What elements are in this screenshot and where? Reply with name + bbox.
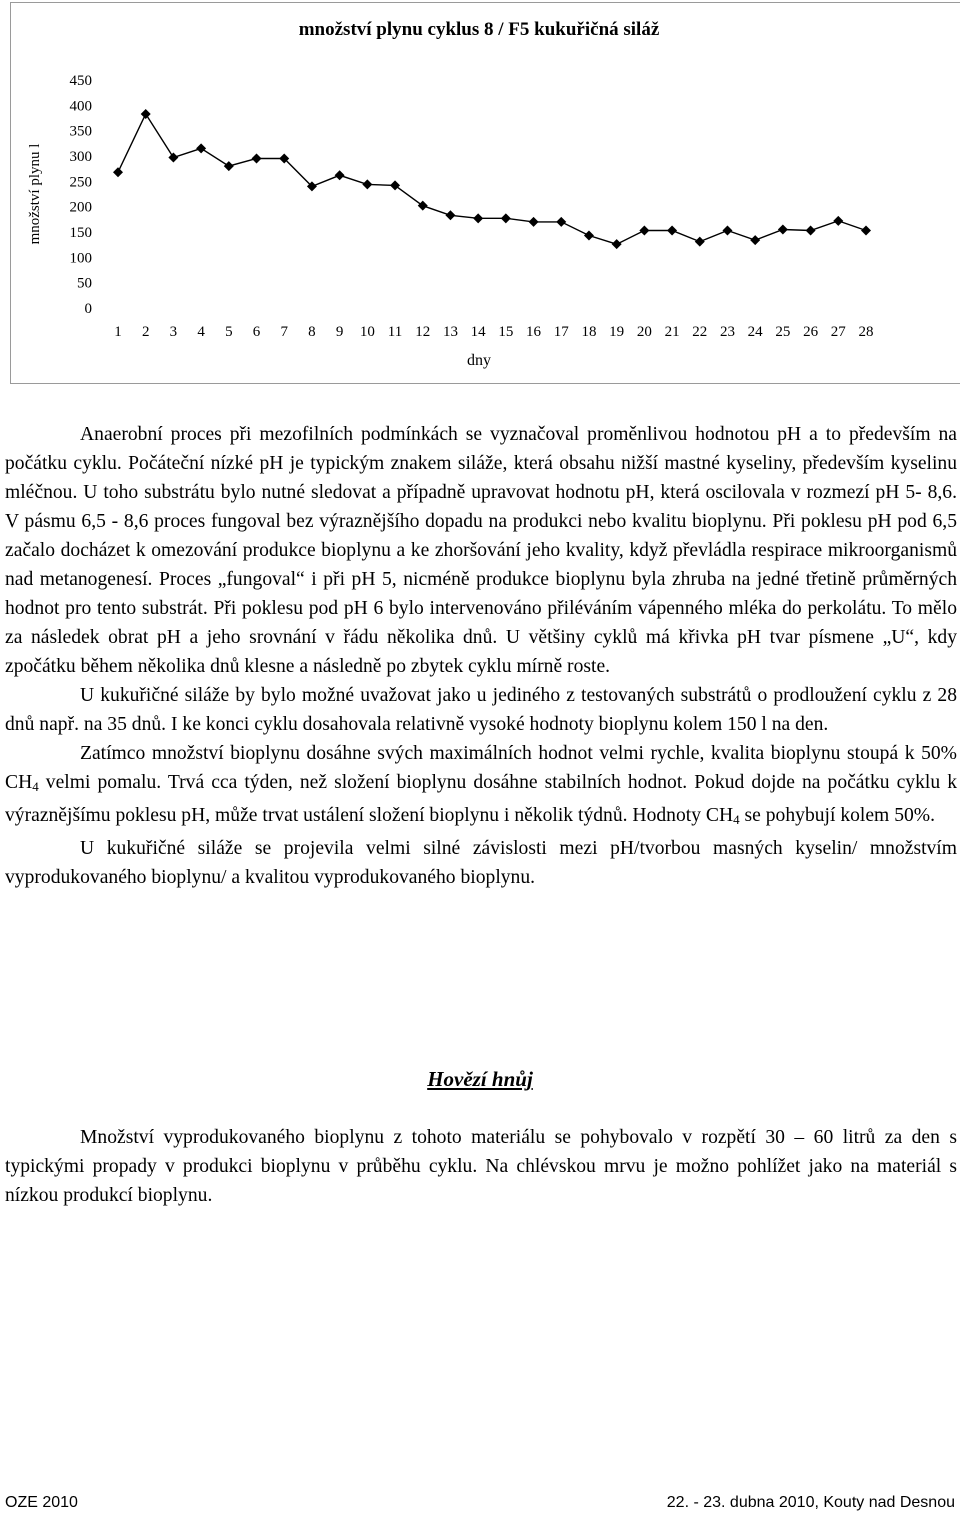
article-text-2 <box>5 1123 957 1210</box>
data-point <box>750 235 760 245</box>
data-point <box>722 225 732 235</box>
y-tick-labels <box>70 73 93 317</box>
y-tick-label: 0 <box>84 301 92 317</box>
chart-title: množství plynu cyklus 8 / F5 kukuřičná siláž <box>298 19 660 40</box>
data-point <box>390 180 400 190</box>
x-tick-label: 26 <box>803 324 819 340</box>
x-tick-label: 21 <box>664 324 680 340</box>
data-point <box>196 143 206 153</box>
x-tick-label: 22 <box>692 324 708 340</box>
x-tick-label: 28 <box>858 324 874 340</box>
data-point <box>667 225 677 235</box>
footer-conference: OZE 2010 <box>5 1494 78 1511</box>
y-tick-label: 450 <box>69 73 92 89</box>
paragraph-gas-quality <box>5 739 957 834</box>
data-point <box>362 179 372 189</box>
x-tick-label: 5 <box>225 324 233 340</box>
x-tick-label: 24 <box>747 324 763 340</box>
x-tick-label: 13 <box>442 324 458 340</box>
chart-canvas <box>11 3 960 385</box>
data-point <box>612 239 622 249</box>
x-tick-label: 1 <box>114 324 122 340</box>
y-tick-label: 250 <box>69 174 92 191</box>
x-tick-label: 2 <box>141 324 150 340</box>
series-markers <box>113 109 871 249</box>
data-point <box>113 167 123 177</box>
data-point <box>168 153 178 163</box>
x-tick-label: 11 <box>387 324 403 340</box>
x-tick-label: 6 <box>252 324 261 340</box>
data-point <box>529 217 539 227</box>
x-tick-label: 7 <box>280 324 288 340</box>
data-point <box>445 210 455 220</box>
footer-date-location: 22. - 23. dubna 2010, Kouty nad Desnou <box>666 1494 955 1511</box>
paragraph-anaerobic-process: Anaerobní proces při mezofilních podmínkách se vyznačoval proměnlivou hodnotou pH a to především na počátku cyklu. Počáteční nízké pH je typickým znakem siláže, která obsahu nižší mastné kyseliny, především kyselinu mléčnou. U toho substrátu bylo nutné sledovat a případně upravovat hodnotu pH, která oscilovala v rozmezí pH 5- 8,6. V pásmu 6,5 - 8,6 proces fungoval bez výraznějšího dopadu na produkci nebo kvalitu bioplynu. Při poklesu pH pod 6,5 začalo docházet k omezování produkce bioplynu a ke zhoršování jeho kvality, když převládla respirace mikroorganismů nad metanogenesí. Proces „fungoval“ i při pH 5, nicméně produkce bioplynu byla zhruba na jedné třetině průměrných hodnot pro tento substrát. Při poklesu pod pH 6 bylo intervenováno přiléváním vápenného mléka do perkolátu. To mělo za následek obrat pH a jeho srovnání v řádu několika dnů. U většiny cyklů má křivka pH tvar písmene „U“, kdy zpočátku během několika dnů klesne a následně po zbytek cyklu mírně roste. <box>5 424 957 677</box>
methane-subscript-2: 4 <box>733 812 740 827</box>
methane-subscript-1: 4 <box>32 779 39 794</box>
x-axis-label: dny <box>467 352 491 369</box>
data-point <box>556 217 566 227</box>
y-tick-label: 400 <box>69 98 92 115</box>
series-line <box>118 114 866 244</box>
y-tick-label: 150 <box>69 225 92 241</box>
x-tick-label: 4 <box>197 324 205 340</box>
x-tick-label: 15 <box>498 324 514 340</box>
y-axis-label: množství plynu l <box>27 143 43 245</box>
x-tick-label: 20 <box>636 324 652 340</box>
data-point <box>501 213 511 223</box>
x-tick-label: 19 <box>609 324 625 340</box>
paragraph-gas-quality-part-1: Zatímco množství bioplynu dosáhne svých maximálních hodnot velmi rychle, kvalita bioplynu stoupá k 50% CH <box>5 743 957 793</box>
x-tick-labels <box>114 324 873 340</box>
data-point <box>861 225 871 235</box>
x-tick-label: 8 <box>308 324 316 340</box>
section-heading: Hovězí hnůj <box>427 1067 533 1091</box>
x-tick-label: 27 <box>830 324 846 340</box>
data-point <box>778 224 788 234</box>
paragraph-gas-quality-part-2: velmi pomalu. Trvá cca týden, než složení bioplynu dosáhne stabilních hodnot. Pokud dojde na počátku cyklu k výraznějšímu poklesu pH, může trvat ustálení složení bioplynu i několik týdnů. Hodnoty CH <box>5 772 957 826</box>
data-point <box>224 161 234 171</box>
data-point <box>418 201 428 211</box>
data-point <box>252 154 262 164</box>
data-point <box>473 213 483 223</box>
data-point <box>806 225 816 235</box>
x-tick-label: 12 <box>415 324 431 340</box>
data-point <box>639 225 649 235</box>
data-point <box>833 216 843 226</box>
paragraph-ph-dependency: U kukuřičné siláže se projevila velmi silné závislosti mezi pH/tvorbou masných kyselin/ množstvím vyprodukovaného bioplynu/ a kvalitou vyprodukovaného bioplynu. <box>5 838 957 888</box>
data-point <box>584 231 594 241</box>
paragraph-cycle-extension: U kukuřičné siláže by bylo možné uvažovat jako u jediného z testovaných substrátů o prodloužení cyklu z 28 dnů např. na 35 dnů. I ke konci cyklu dosahovala relativně vysoké hodnoty bioplynu kolem 150 l na den. <box>5 685 957 735</box>
y-tick-label: 50 <box>77 275 92 292</box>
y-tick-label: 200 <box>69 199 92 216</box>
x-tick-label: 10 <box>359 324 375 340</box>
gas-volume-chart <box>10 2 960 384</box>
x-tick-label: 25 <box>775 324 791 340</box>
x-tick-label: 9 <box>335 324 344 340</box>
x-tick-label: 3 <box>169 324 178 340</box>
y-tick-label: 350 <box>69 123 92 140</box>
x-tick-label: 18 <box>581 324 597 340</box>
x-tick-label: 16 <box>526 324 542 340</box>
article-text <box>5 420 957 892</box>
x-tick-label: 17 <box>553 324 569 340</box>
data-point <box>335 170 345 180</box>
y-tick-label: 100 <box>69 250 92 267</box>
paragraph-gas-quality-part-3: se pohybují kolem 50%. <box>739 805 936 826</box>
data-point <box>695 237 705 247</box>
data-point <box>141 109 151 119</box>
paragraph-cattle-manure: Množství vyprodukovaného bioplynu z tohoto materiálu se pohybovalo v rozpětí 30 – 60 litrů za den s typickými propady v produkci bioplynu v průběhu cyklu. Na chlévskou mrvu je možno pohlížet jako na materiál s nízkou produkcí bioplynu. <box>5 1127 957 1206</box>
x-tick-label: 23 <box>719 324 735 340</box>
x-tick-label: 14 <box>470 324 486 340</box>
y-tick-label: 300 <box>69 149 92 165</box>
